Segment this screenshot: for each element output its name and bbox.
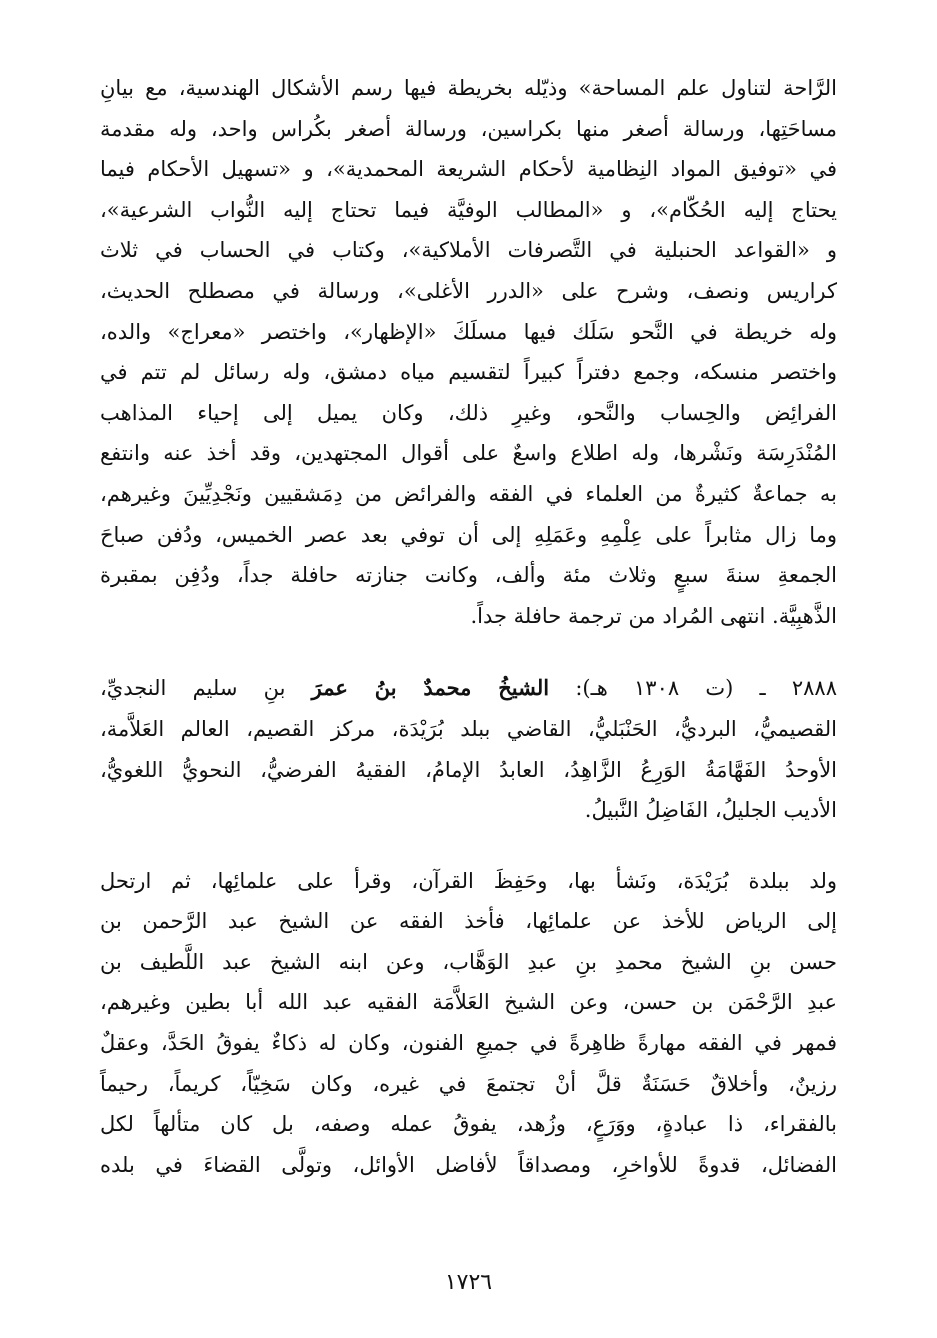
text-line: الفضائل، قدوةً للأواخرِ، ومصداقاً لأفاضل الأوائل، وتولَّى القضاءَ في بلده: [100, 1152, 837, 1177]
text-line: في «توفيق المواد النِظامية لأحكام الشريعة المحمدية»، و «تسهيل الأحكام فيما: [100, 157, 837, 182]
text-line: به جماعةٌ كثيرةٌ من العلماء في الفقه والفرائض من دِمَشقيين ونَجْدِيِّينَ وغيرهم،: [100, 481, 837, 506]
entry-heading: [100, 668, 837, 830]
entry-name-rest: بنِ سليم النجديِّ،: [100, 676, 286, 701]
page-number: ١٧٢٦: [444, 1270, 493, 1295]
entry-number: ٢٨٨٨ ـ: [759, 676, 837, 701]
text-line: بالفقراء، ذا عبادةٍ، ووَرَعٍ، وزُهد، يفوقُ عمله وصفه، بل كان متألهاً لكل: [100, 1112, 837, 1137]
text-line: رزينٌ، وأخلاقٌ حَسَنَةٌ قلَّ أنْ تجتمعَ في غيره، وكان سَخِيّاً، كريماً، رحيماً: [100, 1071, 837, 1096]
text-line: واختصر منسكه، وجمع دفتراً كبيراً لتقسيم مياه دمشق، وله رسائل لم تتم في: [100, 360, 837, 385]
text-line: الذَّهبِيَّة. انتهى المُراد من ترجمة حافلة جداً.: [470, 603, 837, 628]
text-line: عبدِ الرَّحْمَن بن حسن، وعن الشيخ العَلاَّمَة الفقيه عبد الله أبا بطين وغيرهم،: [100, 990, 837, 1015]
text-line: القصيميُّ، البرديُّ، الحَنْبَليُّ، القاضي ببلد بُرَيْدَة، مركز القصيم، العالم العَلاَّمة،: [100, 716, 837, 741]
text-line: وما زال مثابراً على عِلْمِهِ وعَمَلِهِ إلى أن توفي بعد عصر الخميس، ودُفن صباحَ: [100, 522, 837, 547]
text-line: و «القواعد الحنبلية في التَّصرفات الأملاكية»، وكتاب في الحساب في ثلاث: [100, 238, 837, 263]
text-line: الفرائِض والحِساب والنَّحو، وغيرِ ذلك، وكان يميل إلى إحياء المذاهب: [100, 400, 837, 425]
biography-continuation: [100, 68, 837, 636]
text-line: مساحَتِها، ورسالة أصغر منها بكراسين، ورسالة أصغر بكُراس واحد، وله مقدمة: [100, 116, 837, 141]
entry-first-line: [100, 668, 837, 709]
text-line: المُنْدَرِسَة ونَشْرها، وله اطلاع واسعٌ على أقوال المجتهدين، وقد أخذ عنه وانتفع: [100, 441, 837, 466]
text-line: ولد ببلدة بُرَيْدَة، ونَشأ بها، وحَفِظَ القرآن، وقرأ على علمائِها، ثم ارتحل: [100, 868, 837, 893]
text-line: الرَّاحة لتناول علم المساحة» وذيّله بخريطة فيها رسم الأشكال الهندسية، مع بيانِ: [100, 76, 837, 100]
text-line: كراريس ونصف، وشرح على «الدرر الأغلى»، ورسالة في مصطلح الحديث،: [100, 278, 837, 303]
text-line: الأوحدُ الفَهَّامَةُ الوَرِعُ الزَّاهِدُ، العابدُ الإمامُ، الفقيهُ الفرضيُّ، النحويُّ اللغويُّ،: [100, 757, 837, 782]
entry-biography: [100, 861, 837, 1186]
text-line: الجمعةِ سنةَ سبعٍ وثلاث مئة وألف، وكانت جنازته حافلة جداً، ودُفِن بمقبرة: [100, 563, 837, 588]
text-line: إلى الرياض للأخذ عن علمائِها، فأخذ الفقه عن الشيخ عبد الرَّحمن بن: [100, 909, 837, 934]
text-line: وله خريطة في النَّحو سَلَك فيها مسلَكَ «الإظهار»، واختصر «معراج» والده،: [100, 319, 837, 344]
text-line: الأديب الجليلُ، الفَاضِلُ النَّبيلُ.: [584, 798, 837, 823]
text-line: يحتاج إليه الحُكّام»، و «المطالب الوفيَّة فيما تحتاج إليه النُّواب الشرعية»،: [100, 197, 837, 222]
entry-death-date: (ت ١٣٠٨ هـ):: [575, 676, 734, 701]
text-line: فمهر في الفقه مهارةً ظاهِرةً في جميعِ الفنون، وكان له ذكاءٌ يفوقُ الحَدَّ، وعقلٌ: [100, 1031, 837, 1056]
text-line: حسن بنِ الشيخ محمدِ بنِ عبدِ الوَهَّاب، وعن ابنه الشيخ عبد اللَّطيف بن: [100, 949, 837, 974]
entry-name: الشيخُ محمدٌ بنُ عمرَ: [311, 675, 550, 701]
